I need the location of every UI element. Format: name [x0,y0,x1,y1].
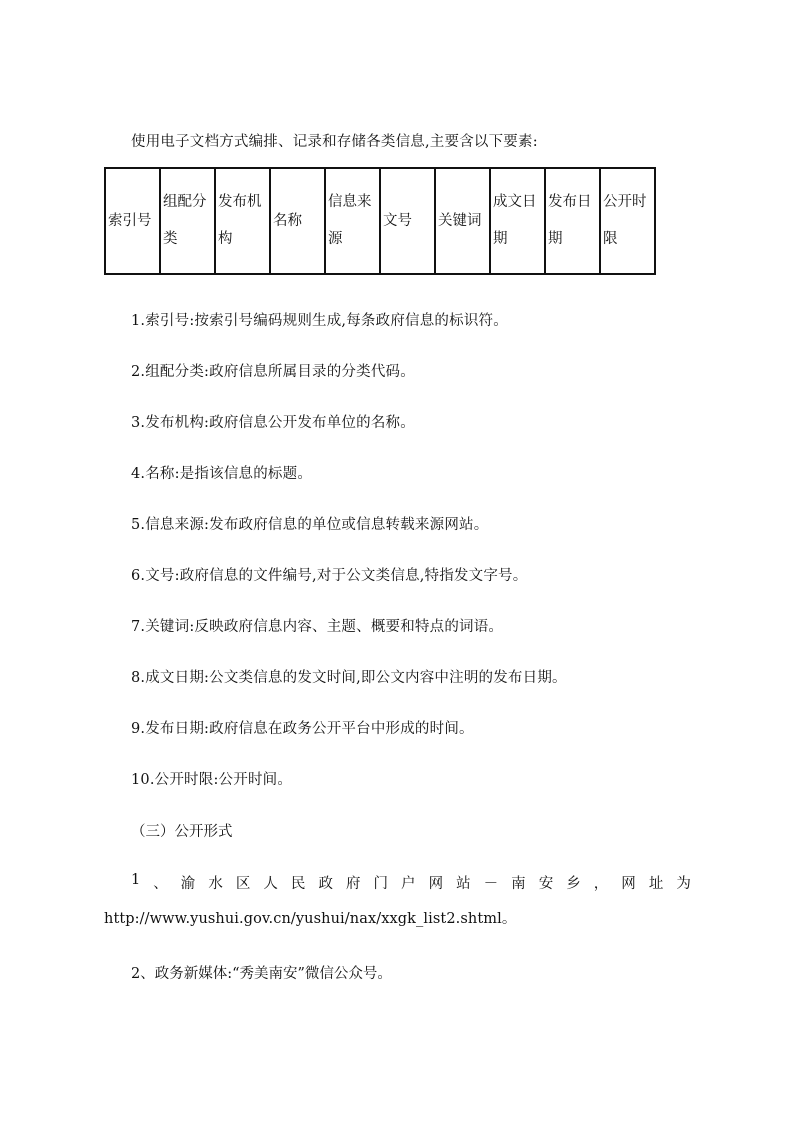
website-url[interactable]: http://www.yushui.gov.cn/yushui/nax/xxgk_list2.shtml。 [104,911,517,927]
intro-paragraph: 使用电子文档方式编排、记录和存储各类信息,主要含以下要素: [131,134,538,150]
publication-form-2: 2、政务新媒体:“秀美南安”微信公众号。 [131,966,392,982]
list-item: 4.名称:是指该信息的标题。 [131,466,313,482]
publication-form-1-line: 1 、 渝 水 区 人 民 政 府 门 户 网 站 － 南 安 乡 ， 网 址 为 [131,872,691,892]
table-cell-name: 名称 [270,168,325,274]
list-item: 3.发布机构:政府信息公开发布单位的名称。 [131,415,415,431]
list-item: 6.文号:政府信息的文件编号,对于公文类信息,特指发文字号。 [131,568,528,584]
list-item: 7.关键词:反映政府信息内容、主题、概要和特点的词语。 [131,619,504,635]
table-cell-category: 组配分类 [160,168,215,274]
table-cell-publisher: 发布机构 [215,168,270,274]
table-cell-doc-number: 文号 [380,168,435,274]
list-item: 8.成文日期:公文类信息的发文时间,即公文内容中注明的发布日期。 [131,670,567,686]
table-cell-source: 信息来源 [325,168,380,274]
list-item: 10.公开时限:公开时间。 [131,772,293,788]
list-item: 1.索引号:按索引号编码规则生成,每条政府信息的标识符。 [131,313,508,329]
table-cell-written-date: 成文日期 [490,168,545,274]
table-row [105,168,655,274]
table-cell-disclosure-limit: 公开时限 [600,168,655,274]
table-cell-publish-date: 发布日期 [545,168,600,274]
table-cell-keywords: 关键词 [435,168,490,274]
table-cell-index-number: 索引号 [105,168,160,274]
list-item: 5.信息来源:发布政府信息的单位或信息转载来源网站。 [131,517,489,533]
section-title: （三）公开形式 [131,824,233,840]
fields-table [104,167,656,275]
list-item: 2.组配分类:政府信息所属目录的分类代码。 [131,364,415,380]
list-item: 9.发布日期:政府信息在政务公开平台中形成的时间。 [131,721,474,737]
